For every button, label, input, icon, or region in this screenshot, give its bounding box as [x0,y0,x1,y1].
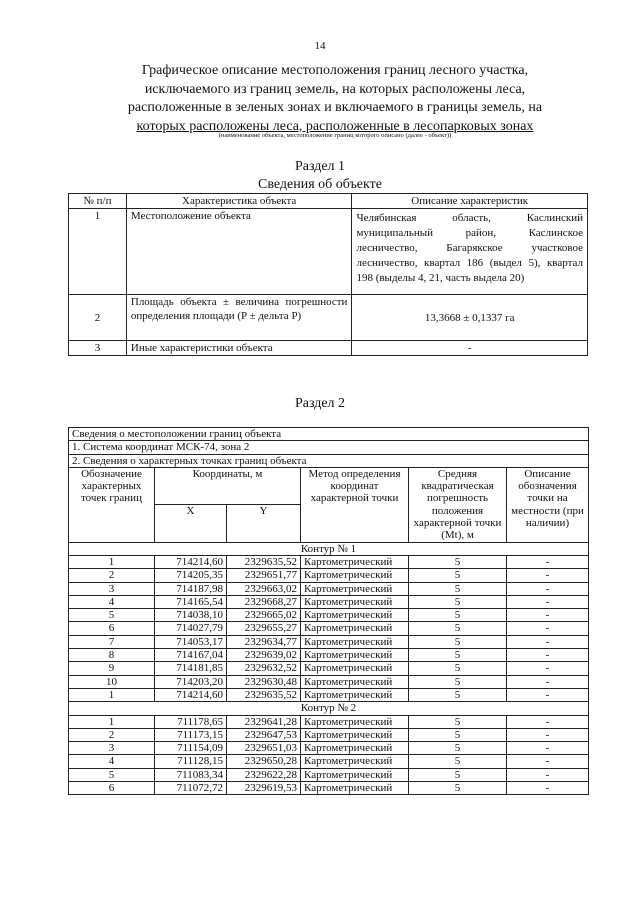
point-x: 714053,17 [155,635,227,648]
point-error: 5 [409,609,507,622]
section1-subheading: Сведения об объекте [258,177,382,192]
table-row [69,209,588,295]
boundary-info-title: Сведения о местоположении границ объекта [69,428,589,441]
point-method: Картометрический [301,742,409,755]
point-method: Картометрический [301,675,409,688]
point-x: 714214,60 [155,688,227,701]
point-number: 3 [69,742,155,755]
header-method: Метод определения координат характерной точки [301,467,409,542]
point-method: Картометрический [301,782,409,795]
point-description: - [507,782,589,795]
table-row [69,649,589,662]
table-row [69,755,589,768]
point-x: 711154,09 [155,742,227,755]
row-num: 1 [69,209,127,295]
point-method: Картометрический [301,688,409,701]
point-method: Картометрический [301,649,409,662]
document-title [100,62,570,136]
point-x: 714187,98 [155,582,227,595]
row-num: 3 [69,341,127,356]
table-row [69,635,589,648]
title-note: (наименование объекта, местоположение границ которого описано (далее - объект)) [218,132,452,139]
point-y: 2329632,52 [227,662,301,675]
point-x: 714038,10 [155,609,227,622]
point-description: - [507,675,589,688]
point-description: - [507,635,589,648]
point-x: 714205,35 [155,569,227,582]
point-y: 2329641,28 [227,715,301,728]
point-error: 5 [409,728,507,741]
point-number: 4 [69,755,155,768]
point-method: Картометрический [301,569,409,582]
point-description: - [507,609,589,622]
point-x: 714181,85 [155,662,227,675]
point-method: Картометрический [301,755,409,768]
point-y: 2329651,03 [227,742,301,755]
point-x: 714214,60 [155,555,227,568]
row-name: Местоположение объекта [126,209,352,295]
object-info-table [68,193,588,356]
point-method: Картометрический [301,728,409,741]
point-error: 5 [409,622,507,635]
point-y: 2329634,77 [227,635,301,648]
point-error: 5 [409,768,507,781]
point-error: 5 [409,742,507,755]
point-number: 2 [69,728,155,741]
point-error: 5 [409,569,507,582]
point-x: 711083,34 [155,768,227,781]
row-value: Челябинская область, Каслинский муниципальный район, Каслинское лесничество, Багарякское участковое лесничество, квартал 186 (выдел 5), квартал 198 (выделы 4, 21, часть выдела 20) [352,209,588,295]
point-description: - [507,755,589,768]
point-number: 5 [69,609,155,622]
point-description: - [507,688,589,701]
point-y: 2329619,53 [227,782,301,795]
point-error: 5 [409,662,507,675]
point-method: Картометрический [301,662,409,675]
point-method: Картометрический [301,715,409,728]
point-error: 5 [409,688,507,701]
title-line-1: Графическое описание местоположения границ лесного участка, [141,63,529,78]
point-number: 2 [69,569,155,582]
point-method: Картометрический [301,768,409,781]
point-number: 3 [69,582,155,595]
point-description: - [507,569,589,582]
point-method: Картометрический [301,582,409,595]
point-number: 1 [69,688,155,701]
table-row [69,662,589,675]
table-row [69,569,589,582]
point-description: - [507,555,589,568]
header-point-description: Описание обозначения точки на местности (при наличии) [507,467,589,542]
row-value: 13,3668 ± 0,1337 га [352,295,588,341]
section1-heading: Раздел 1 [294,159,346,174]
point-method: Картометрический [301,635,409,648]
header-x: X [155,505,227,542]
point-y: 2329651,77 [227,569,301,582]
table-row [69,782,589,795]
row-num: 2 [69,295,127,341]
point-y: 2329668,27 [227,595,301,608]
point-method: Картометрический [301,555,409,568]
point-x: 714165,54 [155,595,227,608]
table-header-row [69,194,588,209]
row-name: Площадь объекта ± величина погрешности определения площади (P ± дельта P) [126,295,352,341]
point-y: 2329635,52 [227,555,301,568]
table-row [69,728,589,741]
boundary-points-table [68,427,589,795]
header-characteristic: Характеристика объекта [126,194,352,209]
table-row [69,555,589,568]
header-num: № п/п [69,194,127,209]
section2-heading: Раздел 2 [294,396,346,411]
table-row [69,295,588,341]
point-y: 2329630,48 [227,675,301,688]
point-error: 5 [409,635,507,648]
point-number: 8 [69,649,155,662]
point-y: 2329639,02 [227,649,301,662]
point-number: 6 [69,622,155,635]
point-description: - [507,582,589,595]
point-error: 5 [409,755,507,768]
point-description: - [507,622,589,635]
point-x: 711173,15 [155,728,227,741]
point-x: 711072,72 [155,782,227,795]
point-number: 4 [69,595,155,608]
table-row [69,609,589,622]
point-number: 1 [69,715,155,728]
contour-label: Контур № 2 [69,702,589,715]
point-number: 1 [69,555,155,568]
point-error: 5 [409,782,507,795]
point-description: - [507,715,589,728]
table-row [69,715,589,728]
row-value: - [352,341,588,356]
title-line-3: расположенные в зеленых зонах и включаемого в границы земель, на [127,100,543,115]
point-y: 2329622,28 [227,768,301,781]
point-x: 711178,65 [155,715,227,728]
table-row [69,582,589,595]
point-number: 9 [69,662,155,675]
header-designation: Обозначение характерных точек границ [69,467,155,542]
row-name: Иные характеристики объекта [126,341,352,356]
table-row [69,622,589,635]
header-coordinates: Координаты, м [155,467,301,504]
point-y: 2329655,27 [227,622,301,635]
point-error: 5 [409,595,507,608]
point-y: 2329665,02 [227,609,301,622]
point-number: 6 [69,782,155,795]
point-number: 10 [69,675,155,688]
page-number: 14 [314,40,326,52]
table-row [69,341,588,356]
contour-label: Контур № 1 [69,542,589,555]
point-description: - [507,768,589,781]
point-x: 714167,04 [155,649,227,662]
point-x: 714027,79 [155,622,227,635]
point-y: 2329647,53 [227,728,301,741]
point-y: 2329663,02 [227,582,301,595]
point-error: 5 [409,555,507,568]
point-method: Картометрический [301,595,409,608]
points-info-title: 2. Сведения о характерных точках границ объекта [69,454,589,467]
point-y: 2329650,28 [227,755,301,768]
point-description: - [507,662,589,675]
point-method: Картометрический [301,622,409,635]
point-number: 7 [69,635,155,648]
point-error: 5 [409,582,507,595]
point-number: 5 [69,768,155,781]
title-line-2: исключаемого из границ земель, на которых расположены леса, [144,81,526,97]
table-row [69,595,589,608]
header-error: Средняя квадратическая погрешность положения характерной точки (Mt), м [409,467,507,542]
point-error: 5 [409,675,507,688]
point-x: 714203,20 [155,675,227,688]
table-row [69,742,589,755]
point-description: - [507,649,589,662]
point-x: 711128,15 [155,755,227,768]
point-description: - [507,728,589,741]
header-y: Y [227,505,301,542]
point-error: 5 [409,715,507,728]
table-row [69,768,589,781]
header-description: Описание характеристик [352,194,588,209]
point-y: 2329635,52 [227,688,301,701]
table-row [69,688,589,701]
table-row [69,675,589,688]
point-description: - [507,742,589,755]
point-description: - [507,595,589,608]
point-method: Картометрический [301,609,409,622]
coordinate-system: 1. Система координат МСК-74, зона 2 [69,441,589,454]
title-line-4: которых расположены леса, расположенные в лесопарковых зонах [136,118,534,134]
point-error: 5 [409,649,507,662]
